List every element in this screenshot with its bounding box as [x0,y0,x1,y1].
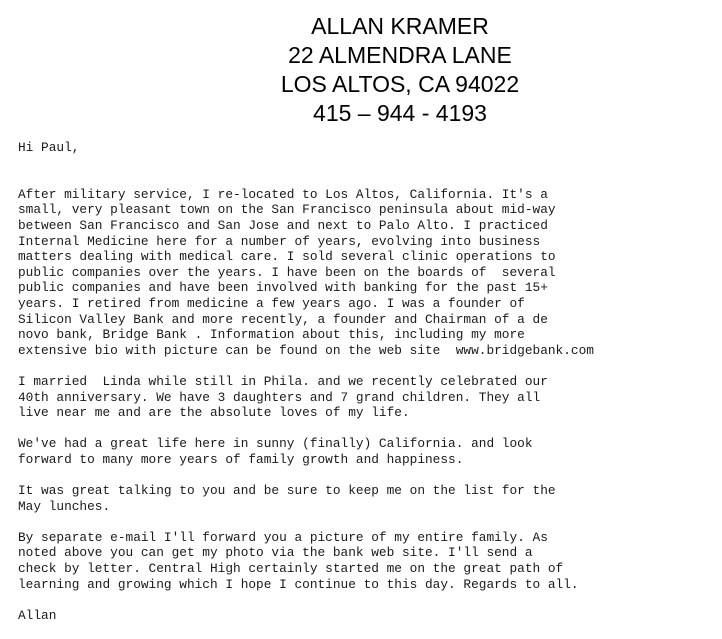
text-line: After military service, I re-located to Los Altos, California. It's a [18,186,548,202]
signature: Allan [18,607,57,623]
text-line: forward to many more years of family growth and happiness. [18,451,464,467]
text-line: noted above you can get my photo via the bank web site. I'll send a [18,545,533,561]
text-line: extensive bio with picture can be found on the web site www.bridgebank.com [18,342,594,358]
text-line: small, very pleasant town on the San Francisco peninsula about mid-way [18,202,556,218]
text-line: learning and growing which I hope I continue to this day. Regards to all. [18,576,579,592]
text-line: It was great talking to you and be sure to keep me on the list for the [18,483,556,499]
text-line: years. I retired from medicine a few years ago. I was a founder of [18,295,525,311]
paragraph-closing [18,530,718,592]
text-line: novo bank, Bridge Bank . Information about this, including my more [18,327,525,343]
letterhead [250,12,550,128]
paragraph-california [18,436,718,467]
text-line: By separate e-mail I'll forward you a picture of my entire family. As [18,529,548,545]
salutation: Hi Paul, [18,140,80,155]
paragraph-family [18,374,718,421]
paragraph-lunches [18,483,718,514]
sender-city: LOS ALTOS, CA 94022 [280,71,520,97]
sender-phone: 415 – 944 - 4193 [313,100,487,126]
text-line: Internal Medicine here for a number of years, evolving into business [18,233,541,249]
text-line: Silicon Valley Bank and more recently, a founder and Chairman of a de [18,311,548,327]
text-line: We've had a great life here in sunny (finally) California. and look [18,436,533,452]
text-line: between San Francisco and San Jose and next to Palo Alto. I practiced [18,217,548,233]
sender-street: 22 ALMENDRA LANE [288,42,512,68]
text-line: public companies over the years. I have been on the boards of several [18,264,556,280]
text-line: public companies and have been involved with banking for the past 15+ [18,280,548,296]
sender-name: ALLAN KRAMER [311,13,489,39]
text-line: May lunches. [18,498,111,514]
text-line: matters dealing with medical care. I sold several clinic operations to [18,249,556,265]
letter-body [18,140,718,639]
text-line: check by letter. Central High certainly started me on the great path of [18,561,564,577]
paragraph-military [18,187,718,359]
text-line: I married Linda while still in Phila. and we recently celebrated our [18,373,548,389]
text-line: live near me and are the absolute loves of my life. [18,405,410,421]
text-line: 40th anniversary. We have 3 daughters and 7 grand children. They all [18,389,541,405]
